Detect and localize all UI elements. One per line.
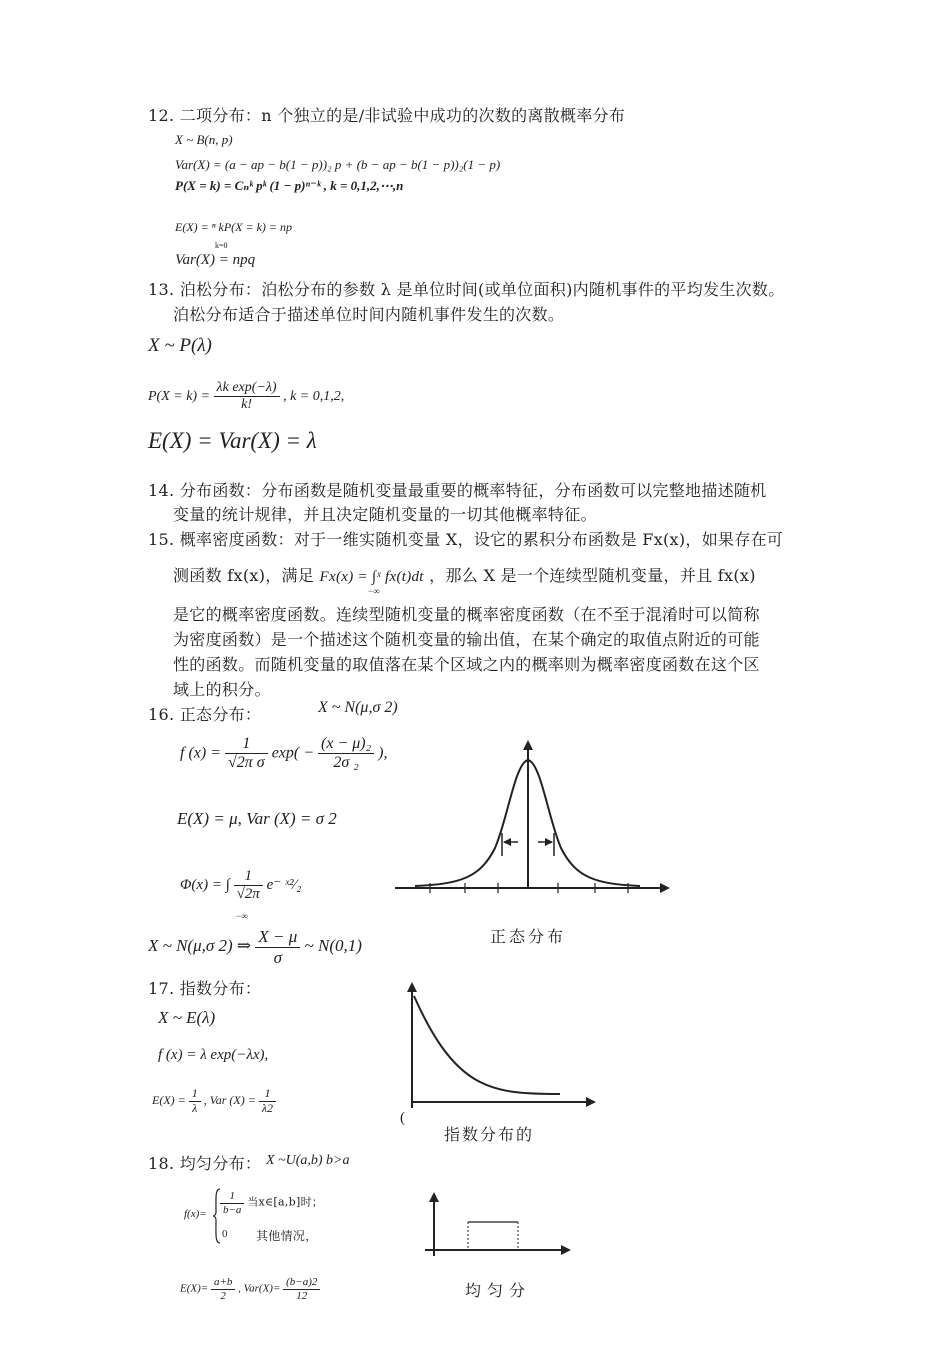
section-15-line2 bbox=[173, 563, 756, 586]
normal-pdf-coef-den: √2π σ bbox=[228, 754, 265, 772]
normal-y-axis-arrow bbox=[523, 740, 533, 750]
binomial-pmf: P(X = k) = Cₙᵏ pᵏ (1 − p)ⁿ⁻ᵏ , k = 0,1,2,⋯,n bbox=[175, 178, 404, 193]
normal-cdf-exp: e⁻ ˣ²⁄₂ bbox=[266, 877, 302, 894]
poisson-expectation-variance: E(X) = Var(X) = λ bbox=[148, 428, 317, 453]
normal-cdf bbox=[180, 868, 301, 904]
section-14-line1: 14. 分布函数：分布函数是随机变量最重要的概率特征，分布函数可以完整地描述随机 bbox=[148, 481, 767, 500]
normal-pdf-exponent-num: (x − μ)₂ bbox=[318, 735, 374, 754]
exponential-variance-lhs: , Var (X) = bbox=[203, 1093, 256, 1108]
uniform-expectation-lhs: E(X)= bbox=[180, 1282, 209, 1295]
poisson-pmf-lhs: P(X = k) = bbox=[148, 388, 211, 404]
exponential-expectation-variance bbox=[152, 1087, 276, 1116]
section-15-line1: 15. 概率密度函数：对于一维实随机变量 X，设它的累积分布函数是 Fx(x)，如果存在可 bbox=[148, 530, 784, 549]
normal-expectation-variance: E(X) = μ, Var (X) = σ 2 bbox=[177, 809, 337, 828]
uniform-y-axis-arrow bbox=[429, 1192, 439, 1202]
binomial-sum-index: k=0 bbox=[215, 241, 228, 250]
normal-standardization-fraction bbox=[255, 927, 300, 967]
uniform-variance-den: 12 bbox=[296, 1289, 308, 1302]
normal-pdf-coef bbox=[225, 735, 268, 773]
exponential-x-axis-arrow bbox=[586, 1097, 596, 1107]
normal-cdf-coef bbox=[234, 868, 263, 904]
section-16-title: 16. 正态分布： bbox=[148, 705, 262, 724]
normal-cdf-lhs: Φ(x) = ∫ bbox=[180, 877, 230, 894]
uniform-x-axis-arrow bbox=[561, 1245, 571, 1255]
exponential-expectation-fraction bbox=[189, 1087, 201, 1116]
cdf-integral-lower-limit: −∞ bbox=[368, 586, 380, 596]
exponential-expectation-lhs: E(X) = bbox=[152, 1093, 186, 1108]
section-14-line2: 变量的统计规律，并且决定随机变量的一切其他概率特征。 bbox=[173, 505, 597, 524]
exponential-variance-den: λ2 bbox=[261, 1100, 274, 1115]
uniform-expectation-variance bbox=[180, 1276, 320, 1302]
uniform-pdf-num: 1 bbox=[220, 1190, 244, 1204]
normal-pdf-lhs: f (x) = bbox=[180, 744, 221, 762]
binomial-variance-general: Var(X) = (a − ap − b(1 − p))₂ p + (b − ap − b(1 − p))₂(1 − p) bbox=[175, 157, 501, 172]
uniform-pdf-lhs: f(x)= bbox=[184, 1208, 207, 1220]
exponential-variance-num: 1 bbox=[259, 1087, 276, 1102]
normal-cdf-lower-limit: −∞ bbox=[236, 911, 248, 921]
normal-standardization bbox=[148, 927, 362, 967]
binomial-variance: Var(X) = npq bbox=[175, 252, 256, 268]
binomial-notation: X ~ B(n, p) bbox=[175, 132, 233, 147]
section-12-title: 12. 二项分布：n 个独立的是/非试验中成功的次数的离散概率分布 bbox=[148, 106, 626, 125]
uniform-expectation-den: 2 bbox=[220, 1289, 226, 1302]
exponential-expectation-num: 1 bbox=[189, 1087, 201, 1102]
normal-x-axis-arrow bbox=[660, 883, 670, 893]
uniform-variance-lhs: , Var(X)= bbox=[238, 1282, 281, 1295]
section-15-line4: 为密度函数）是一个描述这个随机变量的输出值，在某个确定的取值点附近的可能 bbox=[173, 630, 760, 649]
section-18-title: 18. 均匀分布： bbox=[148, 1154, 262, 1173]
poisson-pmf-fraction bbox=[214, 380, 280, 413]
uniform-pdf-fraction bbox=[220, 1190, 244, 1216]
exponential-notation: X ~ E(λ) bbox=[158, 1008, 216, 1027]
uniform-figure-caption: 均匀分 bbox=[465, 1281, 532, 1300]
uniform-pdf-cond2: 其他情况， bbox=[256, 1229, 318, 1243]
poisson-pmf-denominator: k! bbox=[241, 397, 253, 413]
normal-pdf bbox=[180, 735, 388, 773]
uniform-variance-num: (b−a)2 bbox=[283, 1276, 320, 1290]
normal-right-arrowhead bbox=[545, 838, 553, 846]
normal-pdf-coef-num: 1 bbox=[225, 735, 268, 754]
exponential-figure-caption: 指数分布的 bbox=[444, 1125, 535, 1144]
uniform-pdf-brace-path bbox=[213, 1189, 220, 1243]
binomial-expectation: E(X) = ⁿ kP(X = k) = np bbox=[175, 220, 293, 234]
uniform-pdf-case1 bbox=[220, 1190, 323, 1216]
exponential-expectation-den: λ bbox=[192, 1100, 198, 1115]
normal-pdf-end: ), bbox=[378, 744, 388, 762]
exponential-density-curve bbox=[414, 996, 560, 1094]
uniform-notation: X ~U(a,b) b>a bbox=[266, 1153, 350, 1168]
section-15-line6: 域上的积分。 bbox=[173, 680, 271, 699]
normal-standardization-lhs: X ~ N(μ,σ 2) ⇒ bbox=[148, 935, 252, 955]
normal-cdf-coef-num: 1 bbox=[234, 868, 263, 886]
normal-cdf-coef-den: √2π bbox=[236, 886, 260, 903]
uniform-expectation-num: a+b bbox=[211, 1276, 235, 1290]
exponential-pdf: f (x) = λ exp(−λx), bbox=[158, 1047, 269, 1063]
normal-pdf-exponent bbox=[318, 735, 374, 773]
poisson-pmf-rhs: , k = 0,1,2, bbox=[283, 388, 345, 404]
uniform-pdf-cond1: 当x∈[a,b]时； bbox=[247, 1195, 324, 1209]
section-15-line3: 是它的概率密度函数。连续型随机变量的概率密度函数（在不至于混淆时可以简称 bbox=[173, 605, 760, 624]
normal-pdf-exp: exp( − bbox=[271, 744, 315, 762]
normal-standardization-den: σ bbox=[273, 947, 283, 967]
uniform-variance-fraction bbox=[283, 1276, 320, 1302]
section-17-title: 17. 指数分布： bbox=[148, 979, 262, 998]
normal-figure-caption: 正态分布 bbox=[490, 927, 567, 946]
normal-standardization-num: X − μ bbox=[255, 927, 300, 948]
cdf-integral-formula: Fx(x) = ∫ˣ fx(t)dt bbox=[319, 569, 424, 585]
uniform-distribution-figure bbox=[420, 1190, 575, 1262]
stray-parenthesis: ( bbox=[400, 1110, 405, 1126]
normal-standardization-rhs: ~ N(0,1) bbox=[304, 935, 362, 955]
normal-notation: X ~ N(μ,σ 2) bbox=[318, 699, 398, 716]
section-15-line5: 性的函数。而随机变量的取值落在某个区域之内的概率则为概率密度函数在这个区 bbox=[173, 655, 760, 674]
exponential-y-axis-arrow bbox=[407, 982, 417, 992]
normal-left-arrowhead bbox=[503, 838, 511, 846]
normal-curve-figure bbox=[390, 738, 670, 898]
section-13-line1: 13. 泊松分布：泊松分布的参数 λ 是单位时间(或单位面积)内随机事件的平均发生次数。 bbox=[148, 280, 785, 299]
uniform-pdf-den: b−a bbox=[223, 1203, 242, 1216]
poisson-pmf-numerator: λk exp(−λ) bbox=[214, 380, 280, 397]
section-15-line2-text-a: 测函数 fx(x)，满足 bbox=[173, 566, 315, 585]
poisson-pmf bbox=[148, 380, 344, 413]
exponential-variance-fraction bbox=[259, 1087, 276, 1116]
uniform-pdf-case2-value: 0 bbox=[222, 1228, 228, 1240]
poisson-notation: X ~ P(λ) bbox=[148, 335, 212, 356]
normal-pdf-exponent-den: 2σ ₂ bbox=[333, 754, 359, 772]
section-13-line2: 泊松分布适合于描述单位时间内随机事件发生的次数。 bbox=[173, 305, 565, 324]
exponential-curve-figure bbox=[400, 982, 600, 1112]
uniform-expectation-fraction bbox=[211, 1276, 235, 1302]
section-15-line2-text-b: ，那么 X 是一个连续型随机变量，并且 fx(x) bbox=[429, 566, 756, 585]
